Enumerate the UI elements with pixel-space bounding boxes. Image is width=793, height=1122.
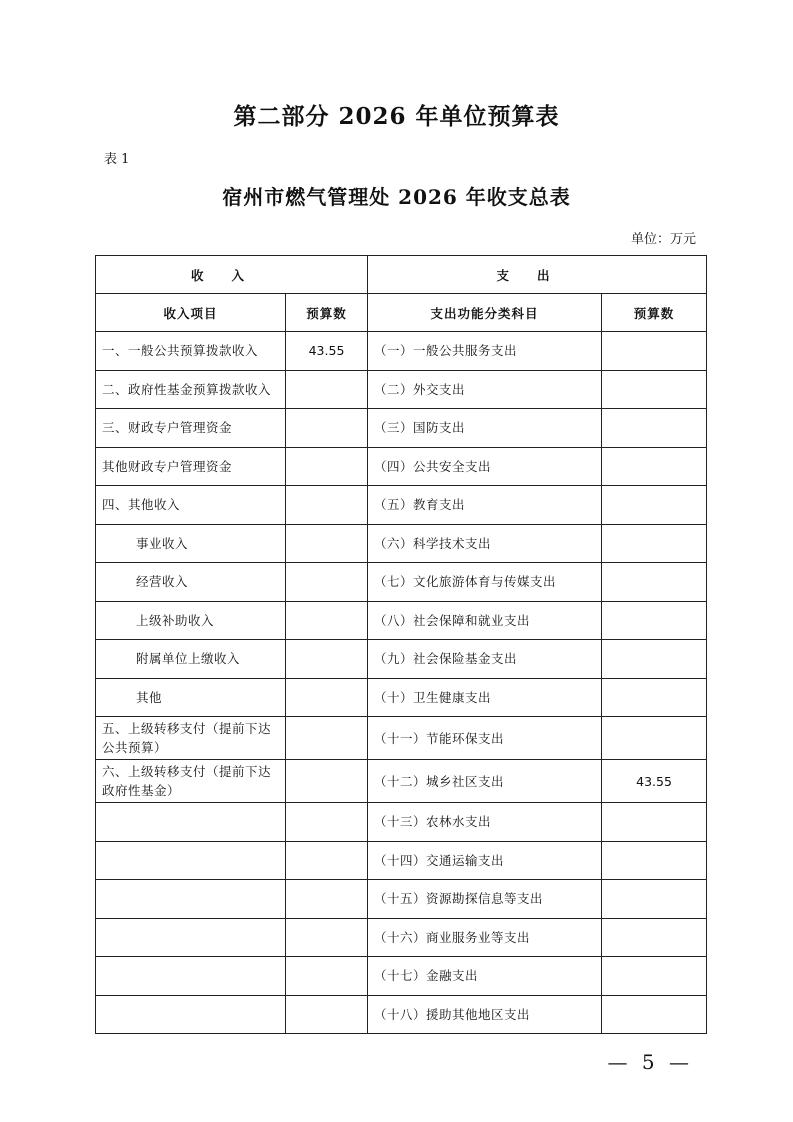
income-budget [286,640,368,679]
expense-item: （十八）援助其他地区支出 [368,995,602,1034]
expense-budget-header: 预算数 [602,294,707,332]
expense-item: （十四）交通运输支出 [368,841,602,880]
expense-budget [602,678,707,717]
income-item: 附属单位上缴收入 [96,640,286,679]
expense-item-header: 支出功能分类科目 [368,294,602,332]
expense-item: （十六）商业服务业等支出 [368,918,602,957]
income-section-header: 收入 [96,256,368,294]
income-item: 其他财政专户管理资金 [96,447,286,486]
income-item: 六、上级转移支付（提前下达政府性基金） [96,760,286,803]
income-item: 五、上级转移支付（提前下达公共预算） [96,717,286,760]
table-row [96,803,707,842]
income-item: 一、一般公共预算拨款收入 [96,332,286,371]
income-budget [286,370,368,409]
expense-budget [602,486,707,525]
expense-item: （三）国防支出 [368,409,602,448]
budget-table [95,255,707,1034]
income-budget [286,918,368,957]
table-row [96,524,707,563]
income-budget [286,524,368,563]
expense-item: （十三）农林水支出 [368,803,602,842]
expense-budget [602,880,707,919]
income-item: 四、其他收入 [96,486,286,525]
expense-item: （十七）金融支出 [368,957,602,996]
income-budget-header: 预算数 [286,294,368,332]
income-budget [286,880,368,919]
income-item [96,918,286,957]
expense-item: （八）社会保障和就业支出 [368,601,602,640]
expense-budget [602,409,707,448]
expense-item: （十）卫生健康支出 [368,678,602,717]
table-row [96,995,707,1034]
income-item: 经营收入 [96,563,286,602]
expense-budget [602,918,707,957]
expense-budget [602,995,707,1034]
expense-budget [602,524,707,563]
income-budget [286,563,368,602]
table-row [96,332,707,371]
income-budget [286,409,368,448]
income-budget: 43.55 [286,332,368,371]
income-budget [286,486,368,525]
expense-budget [602,717,707,760]
table-row [96,563,707,602]
income-item: 上级补助收入 [96,601,286,640]
income-budget [286,760,368,803]
part-title: 第二部分 2026 年单位预算表 [233,103,560,130]
table-row [96,640,707,679]
income-item [96,995,286,1034]
income-budget [286,841,368,880]
expense-budget [602,841,707,880]
expense-budget [602,563,707,602]
table-row [96,760,707,803]
income-item: 其他 [96,678,286,717]
income-budget [286,803,368,842]
expense-budget: 43.55 [602,760,707,803]
income-item [96,803,286,842]
expense-item: （七）文化旅游体育与传媒支出 [368,563,602,602]
table-row [96,409,707,448]
income-budget [286,678,368,717]
expense-budget [602,640,707,679]
expense-item: （九）社会保险基金支出 [368,640,602,679]
income-budget [286,447,368,486]
expense-budget [602,370,707,409]
income-budget [286,995,368,1034]
table-row [96,370,707,409]
page-number: — 5 — [607,1050,693,1074]
expense-item: （五）教育支出 [368,486,602,525]
income-budget [286,717,368,760]
expense-section-header: 支出 [368,256,707,294]
table-row [96,601,707,640]
table-row [96,447,707,486]
expense-budget [602,332,707,371]
table-row [96,918,707,957]
income-item [96,957,286,996]
expense-item: （四）公共安全支出 [368,447,602,486]
expense-item: （十二）城乡社区支出 [368,760,602,803]
income-item: 三、财政专户管理资金 [96,409,286,448]
expense-budget [602,803,707,842]
table-title: 宿州市燃气管理处 2026 年收支总表 [222,185,571,209]
income-budget [286,957,368,996]
table-row [96,717,707,760]
table-row [96,678,707,717]
table-row [96,841,707,880]
expense-item: （六）科学技术支出 [368,524,602,563]
expense-budget [602,957,707,996]
expense-item: （二）外交支出 [368,370,602,409]
income-item-header: 收入项目 [96,294,286,332]
table-row [96,957,707,996]
income-item [96,841,286,880]
table-row [96,486,707,525]
expense-budget [602,447,707,486]
income-budget [286,601,368,640]
table-number: 表 1 [104,152,130,167]
expense-item: （十五）资源勘探信息等支出 [368,880,602,919]
unit-label: 单位：万元 [630,232,696,247]
expense-item: （一）一般公共服务支出 [368,332,602,371]
expense-budget [602,601,707,640]
expense-item: （十一）节能环保支出 [368,717,602,760]
table-row [96,880,707,919]
income-item: 事业收入 [96,524,286,563]
income-item: 二、政府性基金预算拨款收入 [96,370,286,409]
income-item [96,880,286,919]
